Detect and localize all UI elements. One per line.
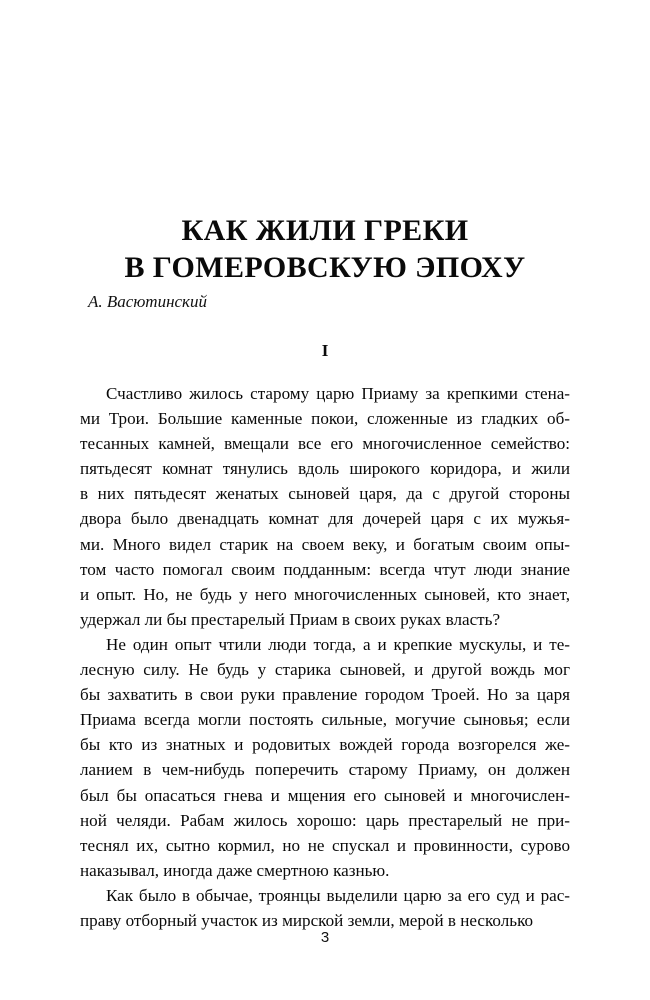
title-line-2: В ГОМЕРОВСКУЮ ЭПОХУ	[124, 251, 526, 284]
text-line: удержал ли бы престарелый Приам в своих руках власть?	[80, 609, 501, 629]
text-line: был бы опасаться гнева и мщения его сыновей и многочислен-	[80, 785, 570, 805]
text-line: Приама всегда могли постоять сильные, могучие сыновья; если	[80, 710, 570, 730]
text-line: Не один опыт чтили люди тогда, а и крепкие мускулы, и те-	[106, 634, 570, 654]
text-line: ланием в чем-нибудь поперечить старому Приаму, он должен	[80, 760, 570, 780]
text-line: бы кто из знатных и родовитых вождей города возгорелся же-	[80, 735, 570, 755]
text-line: теснял их, сытно кормил, но не спускал и провинности, сурово	[80, 835, 570, 855]
text-line: лесную силу. Не будь у старика сыновей, и другой вождь мог	[80, 660, 570, 680]
text-line: ми Трои. Большие каменные покои, сложенные из гладких об-	[80, 409, 570, 429]
text-line: праву отборный участок из мирской земли, мерой в несколько	[80, 910, 534, 930]
text-line: и опыт. Но, не будь у него многочисленных сыновей, кто знает,	[80, 584, 570, 604]
text-line: ми. Много видел старик на своем веку, и богатым своим опы-	[80, 534, 570, 554]
text-line: двора было двенадцать комнат для дочерей царя с их мужья-	[80, 509, 570, 529]
text-line: пятьдесят комнат тянулись вдоль широкого коридора, и жили	[80, 459, 570, 479]
text-line: Как было в обычае, троянцы выделили царю за его суд и рас-	[106, 885, 570, 905]
page-title	[80, 212, 570, 286]
text-line: наказывал, иногда даже смертною казнью.	[80, 860, 390, 880]
text-line: в них пятьдесят женатых сыновей царя, да с другой стороны	[80, 484, 570, 504]
text-line: бы захватить в свои руки правление городом Троей. Но за царя	[80, 685, 570, 705]
text-line: Счастливо жилось старому царю Приаму за крепкими стена-	[106, 384, 570, 403]
body-text-column	[80, 381, 570, 933]
title-line-1: КАК ЖИЛИ ГРЕКИ	[181, 214, 469, 247]
section-numeral: I	[321, 341, 329, 360]
text-line: ной челяди. Рабам жилось хорошо: царь престарелый не при-	[80, 810, 570, 830]
paragraph	[80, 883, 570, 933]
text-line: тесанных камней, вмещали все его многочисленное семейство:	[80, 434, 570, 454]
paragraph	[80, 381, 570, 632]
author-byline: А. Васютинский	[88, 292, 208, 311]
paragraph	[80, 632, 570, 883]
text-line: том часто помогал своим подданным: всегда чтут люди знание	[80, 559, 570, 579]
page-number: 3	[320, 929, 330, 946]
